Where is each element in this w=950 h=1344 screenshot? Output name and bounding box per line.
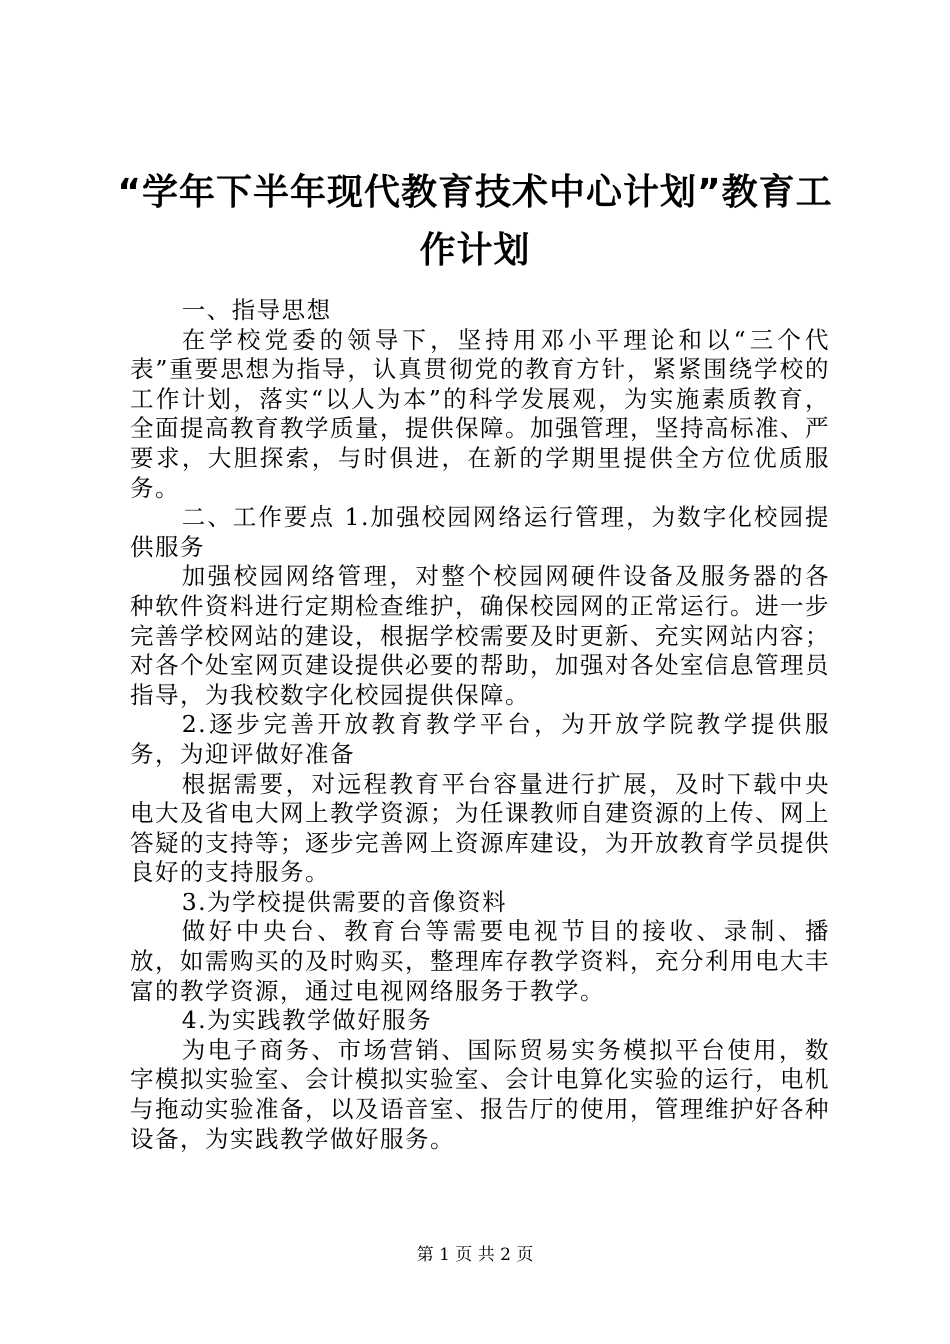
- page-number-footer: 第 1 页 共 2 页: [416, 1245, 534, 1265]
- document-body: [130, 296, 830, 1154]
- paragraph-network-management: 加强校园网络管理，对整个校园网硬件设备及服务器的各种软件资料进行定期检查维护，确保校园网的正常运行。进一步完善学校网站的建设，根据学校需要及时更新、充实网站内容；对各个处室网页建设提供必要的帮助，加强对各处室信息管理员指导，为我校数字化校园提供保障。: [130, 562, 830, 709]
- section-heading-guiding-ideology: 一、指导思想: [181, 296, 332, 324]
- item-heading-practice-teaching: 4.为实践教学做好服务: [181, 1006, 433, 1035]
- section-heading-work-points: 二、工作要点 1.加强校园网络运行管理，为数字化校园提供服务: [130, 503, 830, 561]
- paragraph-guiding-ideology: 在学校党委的领导下，坚持用邓小平理论和以“三个代表”重要思想为指导，认真贯彻党的教育方针，紧紧围绕学校的工作计划，落实“以人为本”的科学发展观，为实施素质教育，全面提高教育教学质量，提供保障。加强管理，坚持高标准、严要求，大胆探索，与时俱进，在新的学期里提供全方位优质服务。: [130, 325, 830, 502]
- item-heading-open-education: 2.逐步完善开放教育教学平台，为开放学院教学提供服务，为迎评做好准备: [130, 710, 830, 768]
- paragraph-practice-teaching: 为电子商务、市场营销、国际贸易实务模拟平台使用，数字模拟实验室、会计模拟实验室、会计电算化实验的运行，电机与拖动实验准备，以及语音室、报告厅的使用，管理维护好各种设备，为实践教学做好服务。: [130, 1035, 830, 1153]
- item-heading-audio-video: 3.为学校提供需要的音像资料: [181, 887, 508, 916]
- paragraph-audio-video: 做好中央台、教育台等需要电视节目的接收、录制、播放，如需购买的及时购买，整理库存教学资料，充分利用电大丰富的教学资源，通过电视网络服务于教学。: [130, 917, 830, 1005]
- document-title: “学年下半年现代教育技术中心计划”教育工作计划: [117, 172, 833, 271]
- paragraph-open-education: 根据需要，对远程教育平台容量进行扩展，及时下载中央电大及省电大网上教学资源；为任课教师自建资源的上传、网上答疑的支持等；逐步完善网上资源库建设，为开放教育学员提供良好的支持服务。: [130, 769, 830, 887]
